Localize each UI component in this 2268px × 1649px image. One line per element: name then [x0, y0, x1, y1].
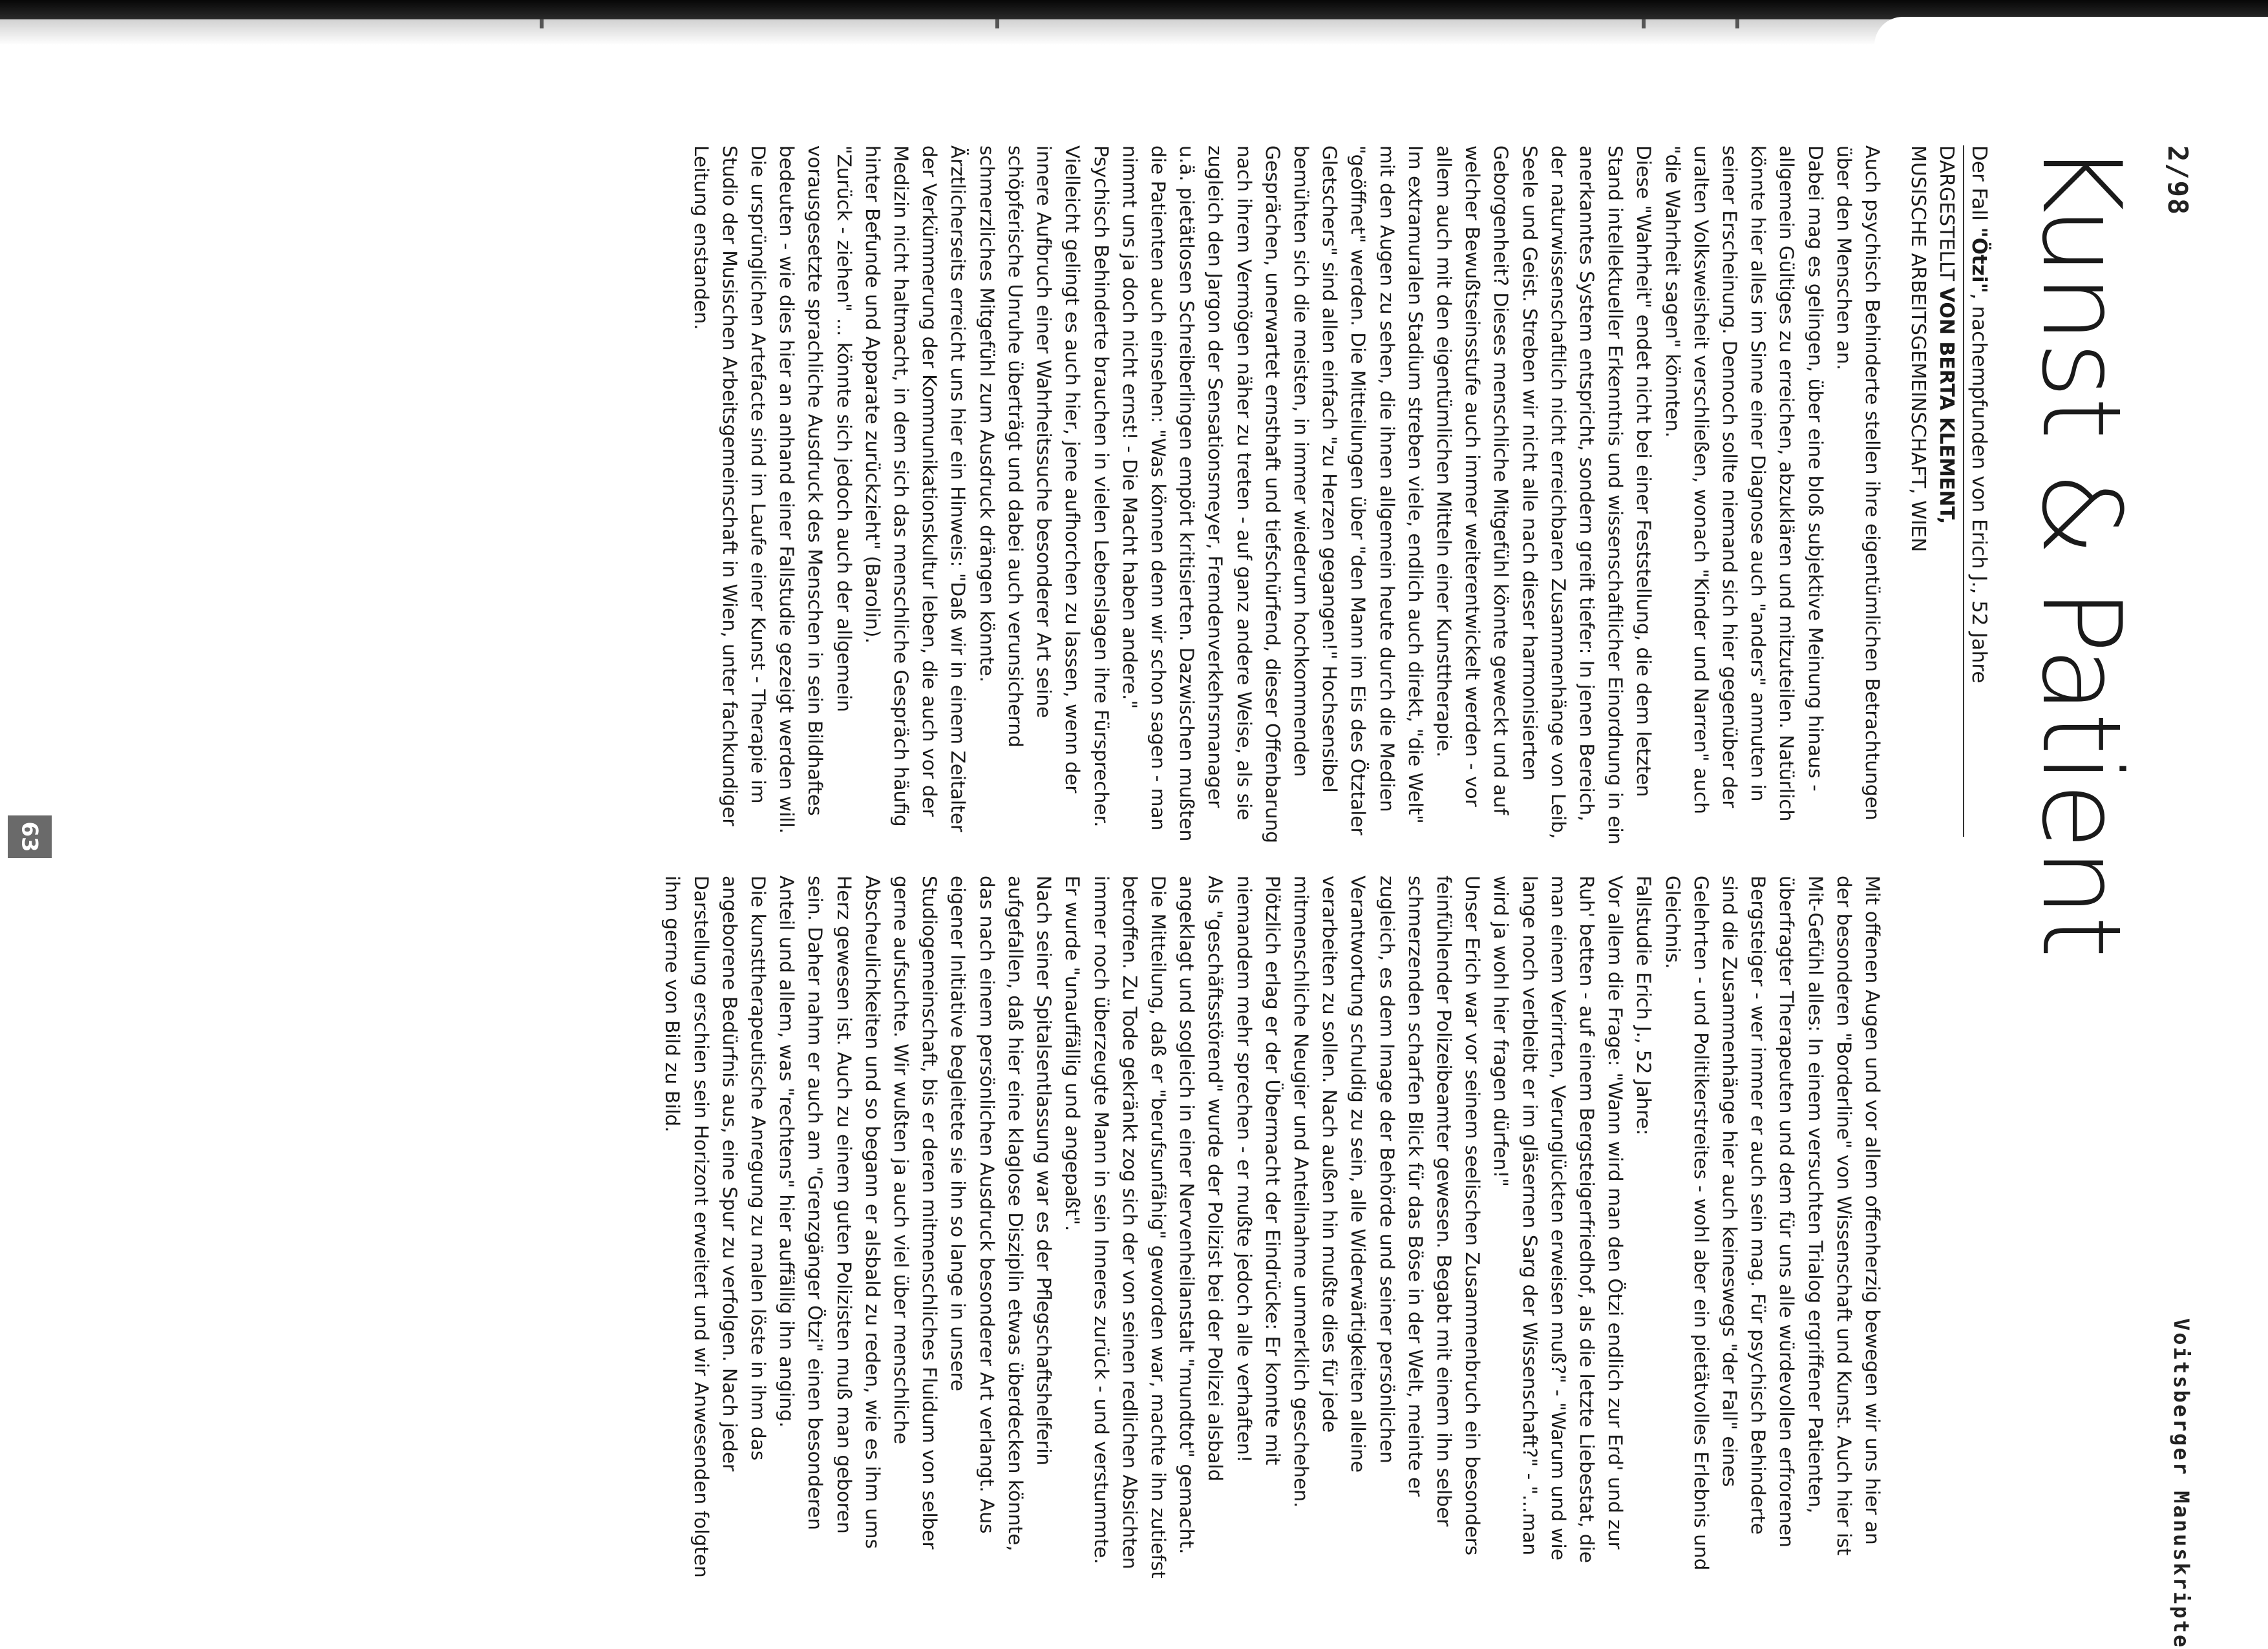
paragraph: Vor allem die Frage: "Wann wird man den Ötzi endlich zur Erd' und zur Ruh' betten - auf einem Bergsteigerfriedhof, als die letzte Liebestat, die man einem Verirrten, Verunglückten erweisen muß?" - "Warum und wie lange noch verbleibt er im gläsernen Sarg der Wissenschaft?" - "...man wird ja wohl hier fragen dürfen!" [1490, 876, 1627, 1564]
paragraph: Unser Erich war vor seinem seelischen Zusammenbruch ein besonders feinfühlender Polizeibeamter gewesen. Begabt mit einem ihn selber schmerzenden scharfen Blick für das Böse in der Welt, meinte er zugleich, es dem Image der Behörde und seiner persönlichen Verantwortung schuldig zu sein, alle Widerwärtigkeiten alleine verarbeiten zu sollen. Nach außen hin mußte dies für jede mitmenschliche Neugier und Anteilnahme unmerklich geschehen. Plötzlich erlag er der Übermacht der Eindrücke: Er konnte mit niemandem mehr sprechen - er mußte jedoch alle verhaften! [1233, 876, 1484, 1556]
issue-number: 2/98 [2162, 145, 2194, 216]
page-number: 63 [16, 821, 43, 852]
paragraph: "Zurück - ziehen" ... könnte sich jedoch auch der allgemein vorausgesetzte sprachliche Ausdruck des Menschen in sein Bildhaftes bedeuten - wie dies hier an anhand einer Fallstudie gezeigt werden will. Die ursprünglichen Artefacte sind im Laufe einer Kunst - Therapie im Studio der Musischen Arbeitsgemeinschaft in Wien, unter fachkundiger Leitung enstanden. [690, 145, 855, 834]
byline-author-line [1932, 145, 1960, 837]
byline-case-name: "Ötzi" [1967, 227, 1991, 293]
byline-divider [1963, 145, 1964, 837]
paragraph: Als "geschäftsstörend" wurde der Polizist bei der Polizei alsbald angeklagt und sogleich in einer Nervenheilanstalt "mundtot" gemacht. Die Mitteilung, daß er "berufsunfähig" geworden war, machte ihn zutiefst betroffen. Zu Tode gekränkt zog sich der von seinen redlichen Absichten immer noch überzeugte Mann in sein Inneres zurück - und verstummte. Er wurde "unauffällig und angepaßt". [1061, 876, 1227, 1579]
byline-author-name: VON BERTA KLEMENT, [1935, 287, 1958, 525]
byline-case [1965, 145, 1993, 837]
paragraph: Dabei mag es gelingen, über eine bloß subjektive Meinung hinaus - allgemein Gültiges zu erreichen, abzuklären und mitzuteilen. Natürlich könnte hier alles im Sinne einer Diagnose auch "anders" anmuten in seiner Erscheinung. Dennoch sollte niemand sich hier gegenüber der uralten Volksweisheit verschließen, wonach "Kinder und Narren" auch "die Wahrheit sagen" könnten. [1661, 145, 1827, 822]
article-title: Kunst & Patient [2018, 142, 2145, 957]
byline-author [1903, 145, 1960, 837]
paragraph: Mit offenen Augen und vor allem offenherzig bewegen wir uns hier an der besonderen "Borderline" von Wissenschaft und Kunst. Auch hier ist Mit-Gefühl alles: In einem versuchten Trialog ergriffener Patienten, überfragter Therapeuten und dem für uns alle würdevollen erfrorenen Bergsteiger - wer immer er auch sein mag. Für psychisch Behinderte sind die Zusammenhänge hier auch keineswegs "der Fall" eines Gelehrten - und Politikerstreites - wohl aber ein pietätvolles Erlebnis und Gleichnis. [1661, 876, 1883, 1571]
paragraph: Auch psychisch Behinderte stellen ihre eigentümlichen Betrachtungen über den Menschen an. [1832, 145, 1883, 821]
paragraph: Fallstudie Erich J., 52 Jahre: [1633, 876, 1655, 1136]
paragraph: Im extramuralen Stadium streben viele, endlich auch direkt, "die Welt" mit den Augen zu sehen, die ihnen allgemein heute durch die Medien "geöffnet" werden. Die Mitteilungen über "den Mann im Eis des Ötztaler Gletschers" sind allen einfach "zu Herzen gegangen!" Hochsensibel bemühten sich die meisten, in immer wiederum hochkommenden Gesprächen, unerwartet ernsthaft und tiefschürfend, dieser Offenbarung nach ihrem Vermögen näher zu treten - auf ganz andere Weise, als sie zugleich den Jargon der Sensationsmeyer, Fremdenverkehrsmanager u.ä. pietätlosen Schreiberlingen empört kritisierten. Dazwischen mußten die Patienten auch einsehen: "Was können denn wir schon sagen - man nimmt uns ja doch nicht ernst! - Die Macht haben andere." [1118, 145, 1426, 844]
byline-case-prefix: Der Fall [1967, 145, 1991, 227]
paragraph: Ärztlicherseits erreicht uns hier ein Hinweis: "Daß wir in einem Zeitalter der Verkümmerung der Kommunikationskultur leben, die auch vor der Medizin nicht haltmacht, in dem sich das menschliche Gespräch häufig hinter Befunde und Apparate zurückzieht" (Barolin). [861, 145, 970, 833]
paragraph: Nach seiner Spitalsentlassung war es der Pflegschaftshelferin aufgefallen, daß hier eine klaglose Disziplin etwas überdecken könnte, das nach einem persönlichen Ausdruck besonderer Art verlangt. Aus eigener Initiative begleitete sie ihn so lange in unsere Studiogemeinschaft, bis er deren mitmenschliches Fluidum von selber gerne aufsuchte. Wir wußten ja auch viel über menschliche Abscheulichkeiten und so begann er alsbald zu reden, wie es ihm ums Herz gewesen ist. Auch zu einem guten Polizisten muß man geboren sein. Daher nahm er auch am "Grenzgänger Ötzi" einen besonderen Anteil und allem, was "rechtens" hier auffällig ihn anging. [776, 876, 1055, 1551]
text-column-left [381, 145, 1887, 850]
byline-organisation: MUSISCHE ARBEITSGEMEINSCHAFT, WIEN [1907, 145, 1929, 552]
paragraph: Diese "Wahrheit" endet nicht bei einer Feststellung, die dem letzten Stand intellektueller Erkenntnis und wissenschaftlicher Einordnung in ein anerkanntes System entspricht, sondern greift tiefer: In jenen Bereich, der naturwissenschaftlich nicht erreichbaren Zusammenhänge von Leib, Seele und Geist. Streben wir nicht alle nach dieser harmonisierten Geborgenheit? Dieses menschliche Mitgefühl könnte geweckt und auf welcher Bewußtseinsstufe auch immer weiterentwickelt werden - vor allem auch mit den eigentümlichen Mitteln einer Kunsttherapie. [1432, 145, 1655, 845]
paragraph: Psychisch Behinderte brauchen in vielen Lebenslagen ihre Fürsprecher. Vielleicht gelingt es auch hier, jene aufhorchen zu lassen, wenn der innere Aufbruch einer Wahrheitssuche besonderer Art seine schöpferische Unruhe überträgt und dabei auch verunsichernd schmerzliches Mitgefühl zum Ausdruck drängen könnte. [975, 145, 1112, 828]
paragraph: Die kunsttherapeutische Anregung zu malen löste in ihm das angeborene Bedürfnis aus, eine Spur zu verfolgen. Nach jeder Darstellung erschien sein Horizont erweitert und wir Anwesenden folgten ihm gerne von Bild zu Bild. [661, 876, 770, 1578]
text-column-right [381, 876, 1887, 1580]
byline-case-suffix: , nachempfunden von Erich J., 52 Jahre [1967, 293, 1991, 684]
byline-presented-label: DARGESTELLT [1935, 145, 1958, 288]
running-head: Voitsberger Manuskripte [2169, 1318, 2194, 1649]
